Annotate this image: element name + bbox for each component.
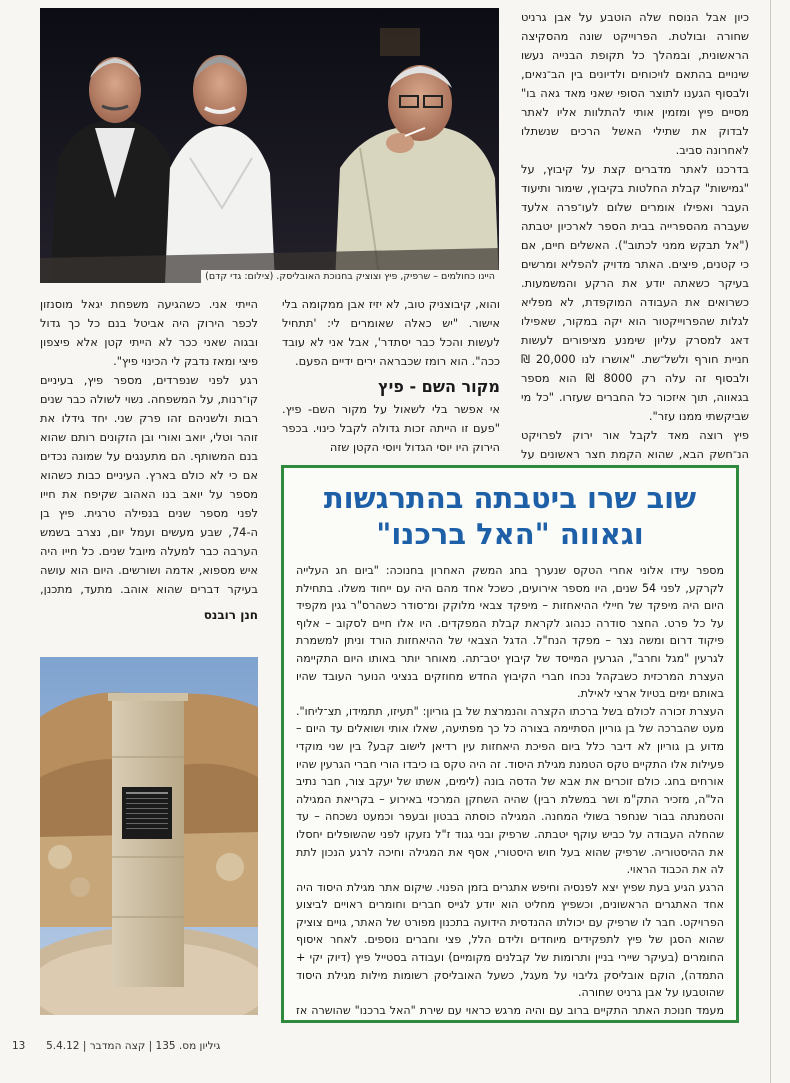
- paragraph: בדרכנו לאתר מדברים קצת על קיבוץ, על "גמישות" קבלת החלטות בקיבוץ, שימור ותיעוד העבר ואפילו אומרים שלום לעו־פרה אלעד שעברה מהספרייה בבית הספר לארכיון יטבתה ("אל תבקש ממני לכתוב"). האשלים חיים, אם כי קטנים, פיצים. האתר מדויק להפליא ומרשים בעיקר כשאתה יודע את הרקע והמשמעות. כשרואים את העבודה המוקפדת, לא מפליא לגלות שהפרוייקטור הוא יקה במקור, שאפילו דאג למסרק עליון שימנע מציפורים לעשות חניית חורף ולשל־שת. "אושרו לנו 20,000 ₪ ולבסוף זה עלה רק 8000 ₪ הוא מספר בגאווה, תוך איזכור כל החברים שעזרו. "כל מי שביקשתי ממנו עזר".: [521, 162, 749, 423]
- box-body: [296, 562, 724, 1016]
- top-photo: [40, 8, 499, 283]
- publication-name: קצה המדבר: [89, 1040, 146, 1052]
- paragraph: מעמד חנוכת האתר התקיים ברוב עם והיה מרגש כראוי עם שירת "האל ברכנו" שהושרה אז: [296, 1003, 724, 1016]
- top-photo-caption: היינו כחולמים – שרפיק, פיץ וצוציק בחנוכת האובליסק. (צילום: גדי קדם): [201, 270, 499, 283]
- paragraph: אי אפשר בלי לשאול על מקור השם- פיץ. "פעם זו הייתה זכות גדולה לקבל כינוי. בכפר הירוק היו יוסי הגדול ויוסי הקטן שזה: [282, 402, 500, 454]
- top-photo-image: [40, 8, 499, 283]
- paragraph: העצרת זכורה לכולם בשל ברכתו הקצרה והנמרצת של בן גוריון: "תעיזו, תתמידו, תצ־ליחו". מעט שהברכה של בן גוריון הסתיימה בצורה כל כך מפתיעה, שאלו אותי ושואלים עד היום – מדוע בן גוריון לא דיבר כלל ביום הפיכת היאחזות עין רדיאן לישוב קבע? בין שני מוקדי פעילות אלו התקיים טקס הטמנת מגילת היסוד. זה היה טקס בו כיבדו הורי חברי הגרעין שהיו אורחים בחג. כולם זוכרים את אבא של הדסה בונה (לימים, אשתו של יעקב צור, חבר נתיב הל"ה, מזכיר התק"מ ושר במשלת רבין) שהיה השחקן המרכזי באירוע – בקריאת המגילה והטמנתה בבור שנחפר בשולי המחנה. המגילה כוסתה בבטון ובעפר וכמעט נשכחה – עד שהחלה העבודה על כביש עוקף יטבתה. שרפיק ובני גגוד ז"ל נזעקו לפני שהשופלים יחסלו את ההיסטוריה. שרפיק שהוא בעל חוש היסטורי, אסף את המגילה וחיכה לרגע הנכון לתת לה את הכבוד הראוי.: [296, 704, 724, 877]
- obelisk-photo-image: [40, 657, 258, 1015]
- subheading: מקור השם - פיץ: [378, 377, 500, 396]
- paragraph: פיץ רוצה מאד לקבל אור ירוק לפרויקט הנ־חשק הבא, שהוא הקמת חצר ראשונים על: [521, 428, 749, 461]
- paragraph: רגע לפני שנפרדים, מספר פיץ, בעיניים קו־רנות, על המשפחה. נשוי לשולה כבר שנים רבות ולשניהם זהו פרק שני. יחד גידלו את זוהר וטלי, יואב ואורי ובן הזקונים רותם שהוא בנם המשותף. הם מתענגים על שמונה נכדים אם כי לא כולם בארץ. העיניים כבות כשהוא מספר על יואב בנו האהוב שקיפח את חייו לפני מספר שנים בנפילה טרגית. פיץ בן ה-74, שבע מעשים ועמל יום, נצרב בשמש הערבה כבר למעלה מיובל שנים. כל חייו היה איש מספוא, אדמה ושורשים. היום הוא עושה בעיקר דברים שהוא אוהב. מתעד, מתכנן,: [40, 373, 258, 595]
- paragraph: והוא, קיבוצניק טוב, לא יזיז אבן ממקומה בלי אישור. "יש כאלה שאומרים לי: 'תתחיל לעשות והכל כבר יסתדר', אבל אני לא עובד ככה". הוא רומז שכבראה ירים ידיים הפעם.: [282, 297, 500, 368]
- paragraph: הייתי אני. כשהגיעה משפחת יגאל מוסנזון לכפר הירוק היה אביטל בנם כל כך גדול ובגוה שאני ככר לא הייתי קטן אלא פיצפון פיצי ומאז נדבק לי הכינוי פיץ".: [40, 297, 258, 368]
- top-right-column: [521, 8, 749, 463]
- footer: 13 5.4.12 | גיליון מס. 135 | קצה המדבר: [12, 1040, 221, 1052]
- page-number: 13: [12, 1040, 26, 1052]
- box-title-line2: וגאווה "האל ברכנו": [376, 517, 644, 551]
- page-edge-line: [770, 0, 771, 1083]
- issue-number: גיליון מס. 135: [155, 1040, 221, 1052]
- paragraph: הרגע הגיע בעת שפיץ יצא לפנסיה וחיפש אתגרים בזמן הפנוי. שיקום אתר מגילת היסוד היה אחד האתגרים הראשונים, וכשפיץ מחליט הוא יודע לגייס חברים וחומרים ראויים לביצוע הפרויקט. חבר לו שרפיק עם יכולתו ההנדסית הידועה בתכנון מפורט של האתר, גויים צוציק שהוא הסגן של פיץ לתפקידים מיוחדים ולידם הלל, פצי וחברים נוספים. לאחר איסוף החומרים (בעיקר שיירי בניין ותרומות של קבלנים מקומיים) ועבודה בסטייל פיץ (דיוק יקי + התמדה), הוקם אובליסק גליבוי על מעגל, כשעל האובליסק רשומות מילות מגילת היסוד שהוטבעו על אבן גרניט שחורה.: [296, 880, 724, 1000]
- obelisk-photo: [40, 657, 258, 1015]
- box-title-line1: שוב שרו ביטבתה בהתרגשות: [323, 481, 697, 515]
- byline: חנן רובנס: [203, 608, 258, 622]
- sidebar-box: [281, 465, 739, 1023]
- left-column: [40, 295, 258, 595]
- issue-date: 5.4.12: [46, 1040, 80, 1052]
- paragraph: כיון אבל הנוסח שלה הוטבע על אבן גרניט שחורה ובולטת. הפרוייקט שונה מהסקיצה הראשונית, ובמהלך כל תקופת הבנייה נעשו שינויים בהתאם לויכוחים ולדיונים בין הב־נאים, ולבסוף הגענו לתוצר הסופי שאני מאד גאה בו" מסיים פיץ ומזמין אותי להתלוות אליו לאתר לבדוק את שתילי האשל הרכים שנשתלו לאחרונה סביב.: [521, 10, 749, 157]
- paragraph: מספר עידו אלוני אחרי הטקס שנערך בחג המשק האחרון בחנוכה: "ביום חג העלייה לקרקע, לפני 54 שנים, היו מספר אירועים, כשכל אחד מהם היה עם ייחוד משלו. בתחילת היום היה מיפקד של חיילי ההיאחזות – מיפקד צבאי מלוקק ומ־סודר כשהרס"ר גגין מקפיד על כל פרט. החצר סודרה כנהוג לקראת קבלת המפקדים. היו אלו חיים לסקוב – אלוף פיקוד דרום ומשה נצר – מפקד הנח"ל. הדגל הצבאי של ההיאחזות הורד וניתן למשמרת לגרעין "מגל וחרב", הגרעין המייסד של קיבוץ יטב־תה. מאוחר יותר באותו היום התקיימה העצרת המרכזית כשבקהל נכחו חברי הקיבוץ החדש מחוזקים בנציגי הנוער העובד שהיו באותם ימים בטיול ארצי לאילת.: [296, 564, 724, 701]
- mid-center-column: [282, 295, 500, 455]
